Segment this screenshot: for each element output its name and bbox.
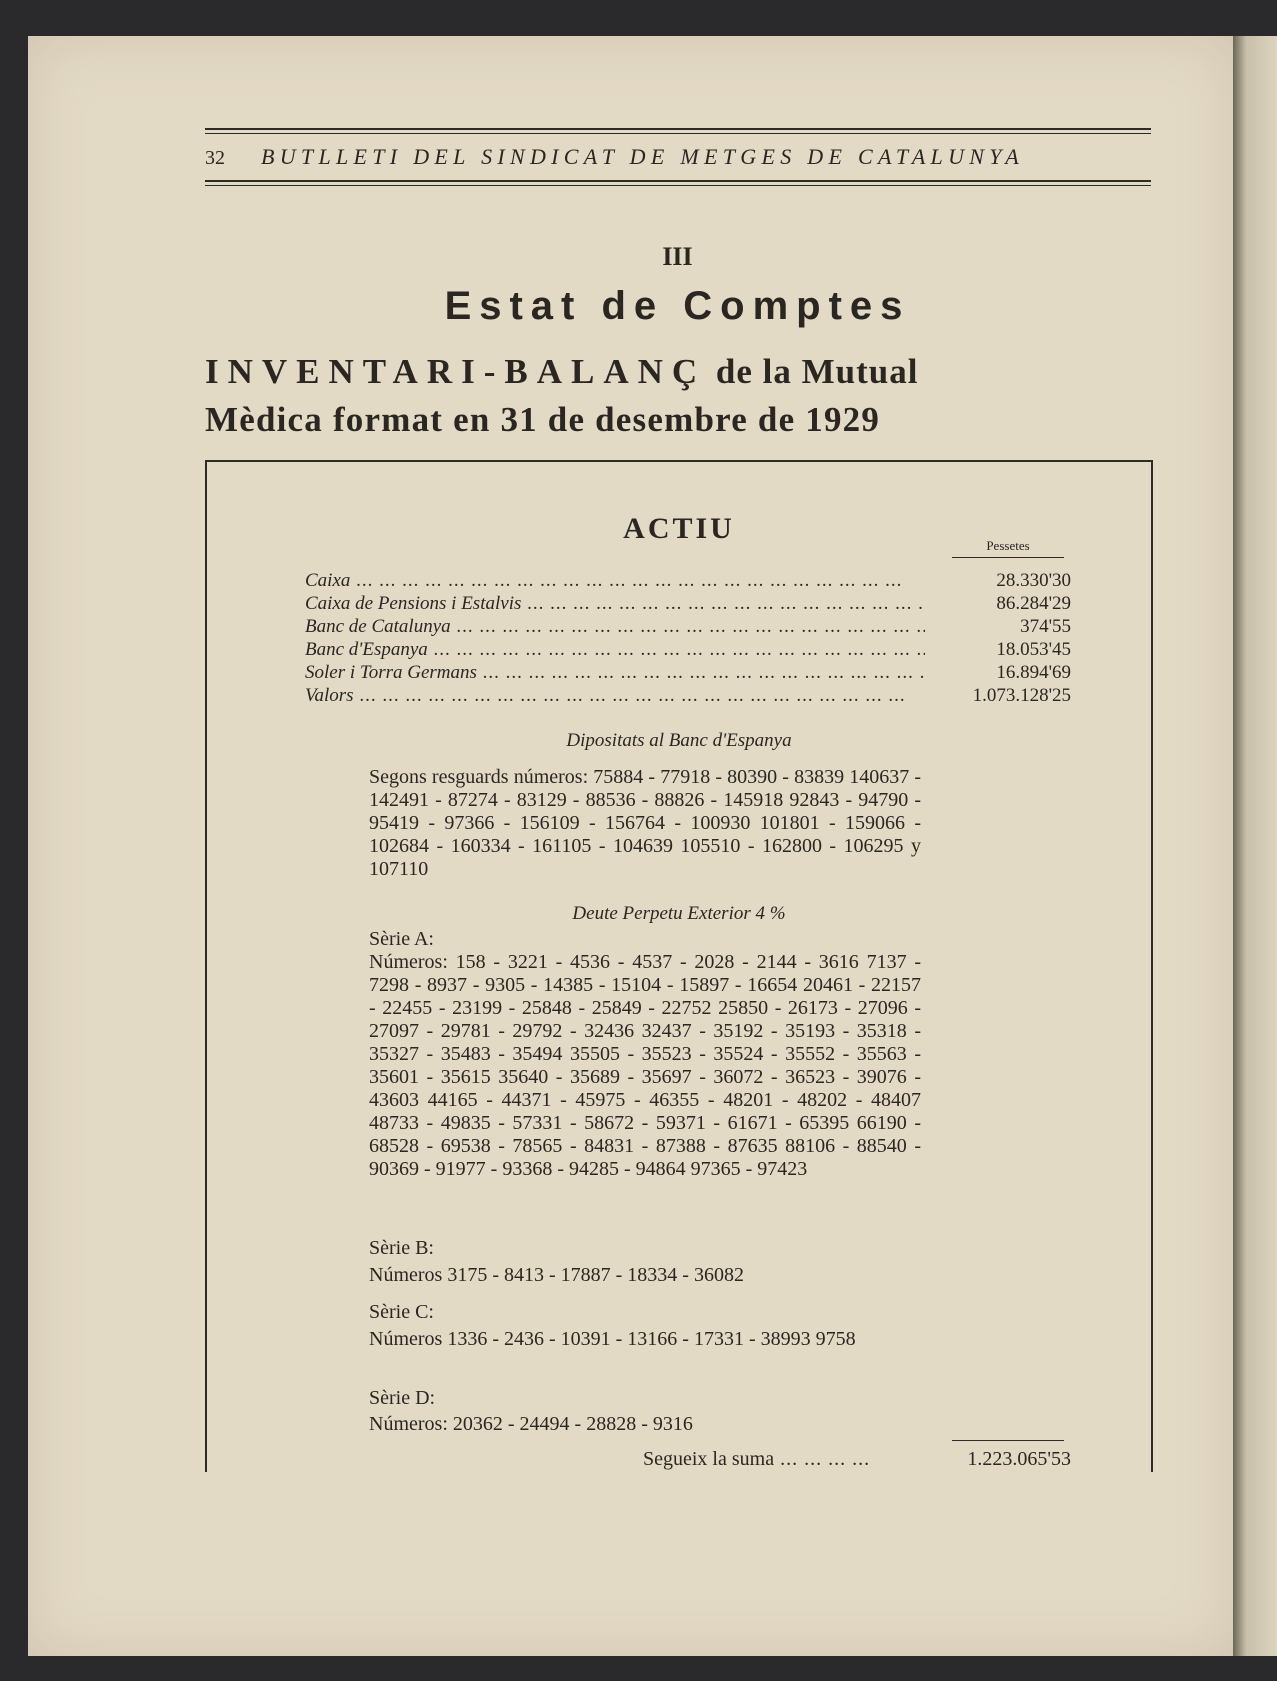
serie-b-numbers: Números 3175 - 8413 - 17887 - 18334 - 36082 — [369, 1264, 744, 1286]
subtitle-rest: de la Mutual — [715, 352, 919, 391]
main-title: Estat de Comptes — [444, 284, 911, 328]
asset-value: 18.053'45 — [996, 639, 1071, 660]
asset-label: Valors ... . — [305, 685, 925, 707]
asset-value: 86.284'29 — [996, 593, 1071, 614]
actiu-heading: ACTIU — [623, 512, 735, 545]
header-rule-top-thin — [205, 133, 1151, 134]
page-number: 32 — [205, 147, 225, 169]
asset-label: Caixa ... . — [305, 570, 925, 592]
total-label: Segueix la suma ... . — [643, 1448, 943, 1471]
asset-row — [305, 639, 1071, 662]
header-rule-bottom-thin — [205, 185, 1151, 186]
subtitle-line2: Mèdica format en 31 de desembre de 1929 — [205, 400, 881, 439]
subtitle-line1 — [205, 352, 1151, 392]
subtitle-caps: INVENTARI-BALANÇ — [205, 352, 707, 391]
asset-label: Caixa de Pensions i Estalvis ... . — [305, 593, 925, 615]
deute-heading: Deute Perpetu Exterior 4 % — [572, 903, 786, 924]
header-rule-bottom — [205, 180, 1151, 182]
asset-value: 28.330'30 — [996, 570, 1071, 591]
serie-c-label: Sèrie C: — [369, 1301, 434, 1323]
asset-row — [305, 593, 1071, 616]
asset-value: 16.894'69 — [996, 662, 1071, 683]
section-number: III — [662, 242, 693, 271]
asset-row — [305, 570, 1071, 593]
serie-a-label: Sèrie A: — [369, 928, 434, 950]
asset-label: Banc de Catalunya ... . — [305, 616, 925, 638]
asset-label: Banc d'Espanya ... . — [305, 639, 925, 661]
asset-row — [305, 685, 1071, 708]
asset-row — [305, 616, 1071, 639]
total-row — [207, 1448, 1071, 1471]
total-value: 1.223.065'53 — [967, 1448, 1071, 1470]
serie-d-numbers: Números: 20362 - 24494 - 28828 - 9316 — [369, 1413, 693, 1435]
column-header-pessetes: Pessetes — [952, 538, 1064, 558]
total-rule — [952, 1440, 1064, 1441]
serie-c-numbers: Números 1336 - 2436 - 10391 - 13166 - 17331 - 38993 9758 — [369, 1328, 856, 1350]
asset-value: 1.073.128'25 — [972, 685, 1071, 706]
page-edge — [1233, 36, 1277, 1656]
asset-list — [305, 570, 1071, 708]
asset-label: Soler i Torra Germans ... . — [305, 662, 925, 684]
journal-title: BUTLLETI DEL SINDICAT DE METGES DE CATALUNYA — [261, 144, 1024, 169]
serie-d-label: Sèrie D: — [369, 1387, 436, 1409]
asset-row — [305, 662, 1071, 685]
serie-b-label: Sèrie B: — [369, 1237, 434, 1259]
balance-box — [205, 460, 1153, 1472]
header-rule-top — [205, 128, 1151, 130]
asset-value: 374'55 — [1020, 616, 1071, 637]
dipositats-numbers: Segons resguards números: 75884 - 77918 - 80390 - 83839 140637 - 142491 - 87274 - 83129 - 88536 - 88826 - 145918 92843 - 94790 - 95419 - 97366 - 156109 - 156764 - 100930 101801 - 159066 - 102684 - 160334 - 161105 - 104639 105510 - 162800 - 106295 y 107110 — [369, 766, 921, 880]
serie-a-numbers: Números: 158 - 3221 - 4536 - 4537 - 2028 - 2144 - 3616 7137 - 7298 - 8937 - 9305 - 14385 - 15104 - 15897 - 16654 20461 - 22157 - 22455 - 23199 - 25848 - 25849 - 22752 25850 - 26173 - 27096 - 27097 - 29781 - 29792 - 32436 32437 - 35192 - 35193 - 35318 - 35327 - 35483 - 35494 35505 - 35523 - 35524 - 35552 - 35563 - 35601 - 35615 35640 - 35689 - 35697 - 36072 - 36523 - 39076 - 43603 44165 - 44371 - 45975 - 46355 - 48201 - 48202 - 48407 48733 - 49835 - 57331 - 58672 - 59371 - 61671 - 65395 66190 - 68528 - 69538 - 78565 - 84831 - 87388 - 87635 88106 - 88540 - 90369 - 91977 - 93368 - 94285 - 94864 97365 - 97423 — [369, 951, 921, 1180]
running-header — [205, 128, 1151, 186]
dipositats-heading: Dipositats al Banc d'Espanya — [566, 730, 792, 751]
